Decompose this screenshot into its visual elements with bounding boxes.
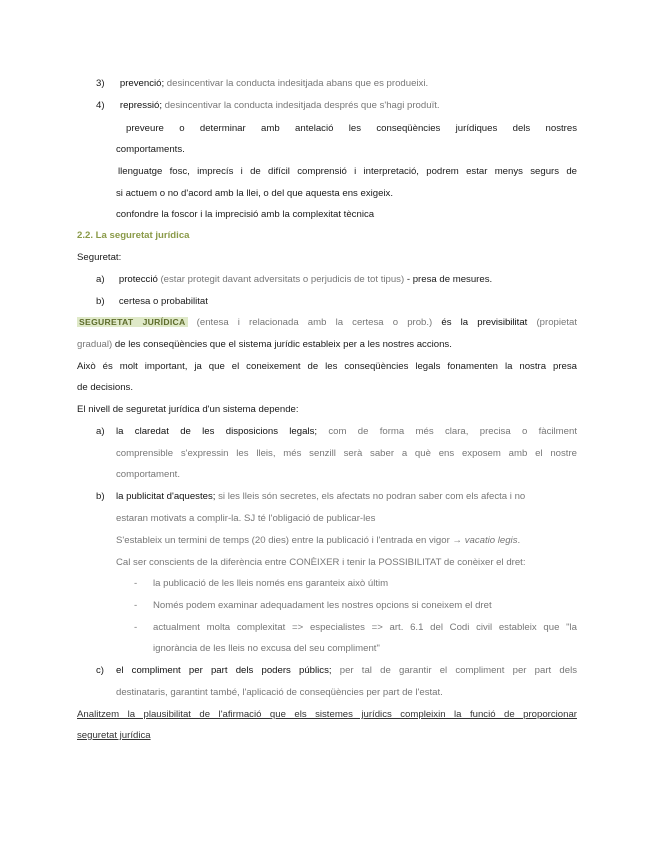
paragraph-line: llenguatge fosc, imprecís i de difícil comprensió i interpretació, podrem estar menys segurs de: [118, 166, 577, 177]
paragraph-line: comportaments.: [116, 144, 185, 155]
dash-bullet: -: [134, 622, 138, 633]
term: protecció: [118, 274, 158, 285]
sub-list-item: actualment molta complexitat => especialistes => art. 6.1 del Codi civil estableix que "la: [153, 622, 577, 633]
term: el compliment per part dels poders públics;: [116, 665, 332, 676]
term: prevenció;: [119, 78, 165, 89]
paragraph-line: comportament.: [116, 469, 180, 480]
list-number: 4): [96, 100, 105, 111]
paragraph-line: estaran motivats a complir-la. SJ té l'obligació de publicar-les: [116, 513, 376, 524]
underlined-line: Analitzem la plausibilitat de l'afirmació que els sistemes jurídics compleixin la funció de proporcionar: [77, 709, 577, 720]
paragraph-line: si actuem o no d'acord amb la llei, o del que aquesta ens exigeix.: [116, 188, 394, 199]
dash-bullet: -: [134, 578, 138, 589]
sub-list-item: Només podem examinar adequadament les nostres opcions si coneixem el dret: [153, 600, 492, 611]
list-item-prevencio: [96, 77, 428, 90]
paragraph-line: Cal ser conscients de la diferència entre CONÈIXER i tenir la POSSIBILITAT de conèixer el dret:: [116, 557, 526, 568]
list-number: 3): [96, 78, 105, 89]
list-number: c): [96, 665, 104, 676]
definition: com de forma més clara, precisa o fàcilment: [317, 426, 577, 437]
paragraph-line: destinataris, garantint també, l'aplicació de conseqüències per part de l'estat.: [116, 687, 443, 698]
emphasis: és la previsibilitat: [432, 317, 528, 328]
paragraph-line: comprensible s'expressin les lleis, més senzill serà saber a què ens exposem amb el nostre: [116, 448, 577, 459]
parenthetical: (estar protegit davant adversitats o perjudicis de tot tipus): [157, 274, 405, 285]
paragraph-line: de decisions.: [77, 382, 133, 393]
underlined-line: seguretat jurídica: [77, 730, 151, 741]
parenthetical: (propietat: [527, 317, 578, 328]
list-number: a): [96, 426, 105, 437]
parenthetical: (entesa i relacionada amb la certesa o prob.): [187, 317, 433, 328]
parenthetical: gradual): [77, 339, 113, 350]
list-number: b): [96, 296, 105, 307]
section-heading: 2.2. La seguretat jurídica: [77, 230, 190, 241]
paragraph-line: Seguretat:: [77, 252, 122, 263]
list-item-claredat: [116, 425, 577, 438]
definition: si les lleis són secretes, els afectats no podran saber com els afecta i no: [215, 491, 526, 502]
list-number: a): [96, 274, 105, 285]
highlighted-term: SEGURETAT JURÍDICA: [79, 317, 186, 327]
list-item-certesa: [96, 295, 208, 308]
definition: per tal de garantir el compliment per part dels: [331, 665, 578, 676]
paragraph-line: Això és molt important, ja que el coneixement de les conseqüències legals fonamenten la nostra presa: [77, 361, 577, 372]
paragraph-text: S'estableix un termini de temps (20 dies) entre la publicació i l'entrada en vigor →: [116, 535, 463, 546]
list-item-repressio: [96, 99, 440, 112]
list-item-compliment: [116, 664, 577, 677]
definition: desincentivar la conducta indesitjada després que s'hagi produït.: [162, 100, 440, 111]
paragraph-text: de les conseqüències que el sistema jurídic estableix per a les nostres accions.: [112, 339, 452, 350]
paragraph-line: confondre la foscor i la imprecisió amb la complexitat tècnica: [116, 209, 375, 220]
list-item-proteccio: [96, 273, 492, 286]
list-item-publicitat: [116, 490, 525, 503]
list-text: certesa o probabilitat: [118, 296, 208, 307]
dash-bullet: -: [134, 600, 138, 611]
term: repressió;: [119, 100, 162, 111]
sub-list-item-cont: ignorància de les lleis no excusa del seu compliment": [153, 643, 380, 654]
latin-term: vacatio legis: [462, 535, 518, 546]
definition-line: [77, 316, 577, 329]
definition: - presa de mesures.: [404, 274, 493, 285]
term: la claredat de les disposicions legals;: [116, 426, 318, 437]
paragraph-line: El nivell de seguretat jurídica d'un sistema depende:: [77, 404, 299, 415]
definition: desincentivar la conducta indesitjada abans que es produeixi.: [164, 78, 429, 89]
paragraph-line: [116, 534, 520, 547]
list-number: b): [96, 491, 105, 502]
term: la publicitat d'aquestes;: [116, 491, 216, 502]
period: .: [517, 535, 521, 546]
paragraph-line: preveure o determinar amb antelació les conseqüències jurídiques dels nostres: [126, 123, 577, 134]
definition-line: [77, 338, 452, 351]
sub-list-item: la publicació de les lleis només ens garanteix això últim: [153, 578, 389, 589]
